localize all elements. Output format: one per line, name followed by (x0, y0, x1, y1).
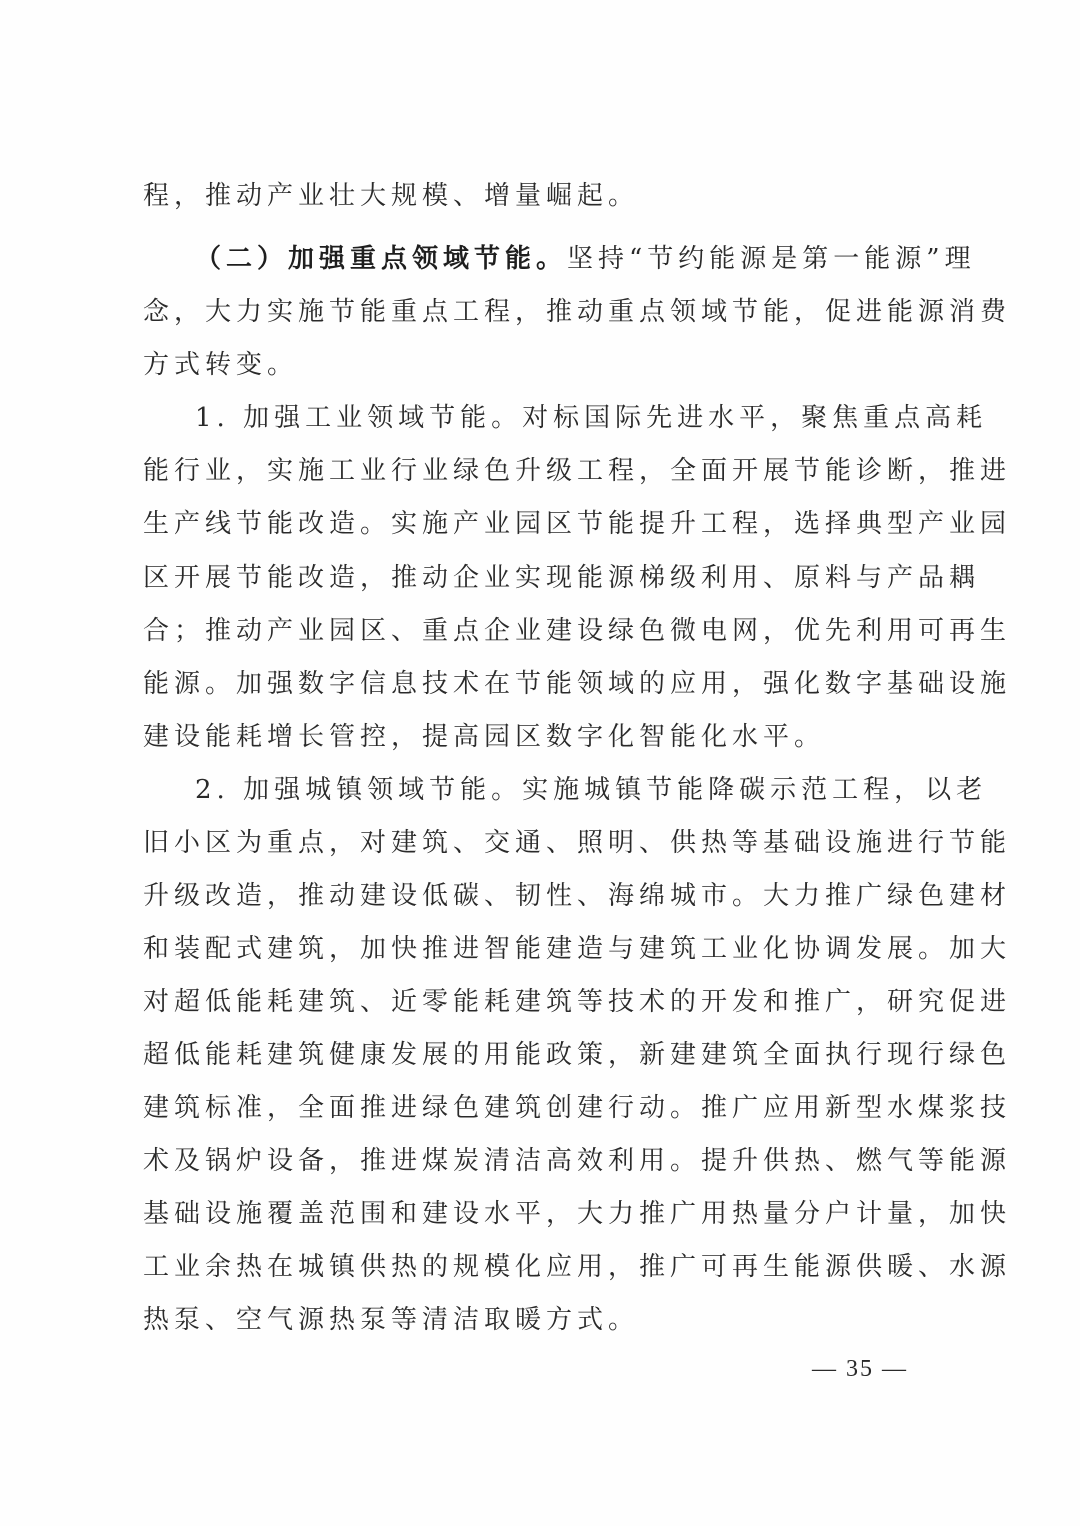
text-line-19: 术及锅炉设备，推进煤炭清洁高效利用。提升供热、燃气等能源 (143, 1146, 1012, 1176)
text-line-16: 对超低能耗建筑、近零能耗建筑等技术的开发和推广，研究促进 (143, 987, 1012, 1017)
section-heading-line (195, 239, 976, 279)
text-line-20: 基础设施覆盖范围和建设水平，大力推广用热量分户计量，加快 (143, 1199, 1012, 1229)
text-line-6: 能行业，实施工业行业绿色升级工程，全面开展节能诊断，推进 (143, 456, 1012, 486)
text-line-3: 念，大力实施节能重点工程，推动重点领域节能，促进能源消费 (143, 297, 1012, 327)
section-heading-bold: （二）加强重点领域节能。 (195, 244, 568, 274)
text-line-17: 超低能耗建筑健康发展的用能政策，新建建筑全面执行现行绿色 (143, 1040, 1012, 1070)
text-line-15: 和装配式建筑，加快推进智能建造与建筑工业化协调发展。加大 (143, 934, 1012, 964)
text-line-22: 热泵、空气源热泵等清洁取暖方式。 (143, 1305, 640, 1335)
text-line-8: 区开展节能改造，推动企业实现能源梯级利用、原料与产品耦 (143, 563, 981, 593)
text-line-7: 生产线节能改造。实施产业园区节能提升工程，选择典型产业园 (143, 509, 1012, 539)
page-number: — 35 — (812, 1356, 908, 1382)
text-line-14: 升级改造，推动建设低碳、韧性、海绵城市。大力推广绿色建材 (143, 881, 1012, 911)
text-line-18: 建筑标准，全面推进绿色建筑创建行动。推广应用新型水煤浆技 (143, 1093, 1012, 1123)
text-line-1: 程，推动产业壮大规模、增量崛起。 (143, 181, 640, 211)
text-line-12: 2. 加强城镇领域节能。实施城镇节能降碳示范工程，以老 (195, 775, 988, 805)
text-line-9: 合；推动产业园区、重点企业建设绿色微电网，优先利用可再生 (143, 616, 1012, 646)
text-line-11: 建设能耗增长管控，提高园区数字化智能化水平。 (143, 722, 826, 752)
text-line-13: 旧小区为重点，对建筑、交通、照明、供热等基础设施进行节能 (143, 828, 1012, 858)
text-line-4: 方式转变。 (143, 350, 299, 380)
text-line-10: 能源。加强数字信息技术在节能领域的应用，强化数字基础设施 (143, 669, 1012, 699)
text-line-21: 工业余热在城镇供热的规模化应用，推广可再生能源供暖、水源 (143, 1252, 1012, 1282)
text-line-5: 1. 加强工业领域节能。对标国际先进水平，聚焦重点高耗 (195, 403, 988, 433)
section-heading-rest: 坚持“节约能源是第一能源”理 (567, 244, 976, 274)
